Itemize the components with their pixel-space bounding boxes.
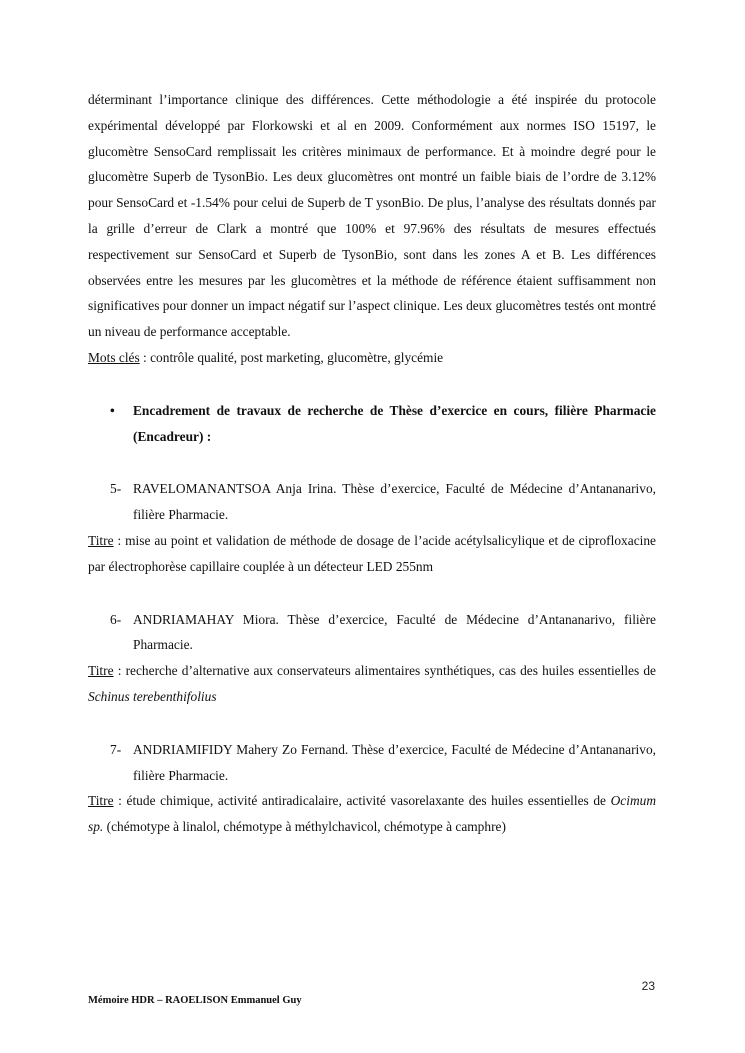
entry-head <box>88 476 656 528</box>
entry-number: 7- <box>110 741 122 757</box>
titre-text: : recherche d’alternative aux conservateurs alimentaires synthétiques, cas des huiles essentielles de <box>113 663 656 679</box>
section-heading <box>88 398 656 450</box>
entry-number: 5- <box>110 481 122 497</box>
keywords-line <box>88 345 656 371</box>
entry-author: ANDRIAMAHAY Miora. Thèse d’exercice, Faculté de Médecine d’Antananarivo, filière Pharmacie. <box>133 611 656 653</box>
section-heading-text: Encadrement de travaux de recherche de Thèse d’exercice en cours, filière Pharmacie (Encadreur) : <box>133 402 656 444</box>
keywords-value: : contrôle qualité, post marketing, glucomètre, glycémie <box>139 349 444 365</box>
titre-species: Schinus terebenthifolius <box>88 688 217 704</box>
entry-title <box>88 528 656 580</box>
entry-title <box>88 788 656 840</box>
thesis-entry <box>88 607 656 710</box>
page-footer: Mémoire HDR – RAOELISON Emmanuel Guy <box>88 995 302 1006</box>
titre-after: (chémotype à linalol, chémotype à méthylchavicol, chémotype à camphre) <box>103 819 506 835</box>
thesis-entry <box>88 476 656 579</box>
page-content <box>88 87 656 840</box>
bullet-icon: • <box>110 402 115 418</box>
entry-head <box>88 607 656 659</box>
thesis-entry <box>88 737 656 840</box>
titre-label: Titre <box>88 532 114 548</box>
page-number: 23 <box>641 979 655 993</box>
keywords-label: Mots clés <box>88 349 140 365</box>
abstract-paragraph: déterminant l’importance clinique des différences. Cette méthodologie a été inspirée du protocole expérimental développé par Florkowski et al en 2009. Conformément aux normes ISO 15197, le glucomètre SensoCard remplissait les critères minimaux de performance. Et à moindre degré pour le glucomètre Superb de TysonBio. Les deux glucomètres ont montré un faible biais de l’ordre de 3.12% pour SensoCard et -1.54% pour celui de Superb de T ysonBio. De plus, l’analyse des résultats donnés par la grille d’erreur de Clark a montré que 100% et 97.96% des résultats de mesures effectués respectivement sur SensoCard et Superb de TysonBio, sont dans les zones A et B. Les différences observées entre les mesures par les glucomètres et la méthode de référence étaient suffisamment non significatives pour donner un impact négatif sur l’aspect clinique. Les deux glucomètres testés ont montré un niveau de performance acceptable. <box>88 92 656 340</box>
entry-number: 6- <box>110 611 122 627</box>
titre-species: Ocimum sp. <box>88 793 656 835</box>
entry-author: ANDRIAMIFIDY Mahery Zo Fernand. Thèse d’exercice, Faculté de Médecine d’Antananarivo, filière Pharmacie. <box>133 741 656 783</box>
titre-text: : mise au point et validation de méthode de dosage de l’acide acétylsalicylique et de ciprofloxacine par électrophorèse capillaire couplée à un détecteur LED 255nm <box>88 532 656 574</box>
titre-label: Titre <box>88 663 114 679</box>
titre-text: : étude chimique, activité antiradicalaire, activité vasorelaxante des huiles essentielles de <box>113 793 611 809</box>
entry-title <box>88 658 656 710</box>
titre-label: Titre <box>88 793 114 809</box>
entry-head <box>88 737 656 789</box>
entry-author: RAVELOMANANTSOA Anja Irina. Thèse d’exercice, Faculté de Médecine d’Antananarivo, filière Pharmacie. <box>133 481 656 523</box>
